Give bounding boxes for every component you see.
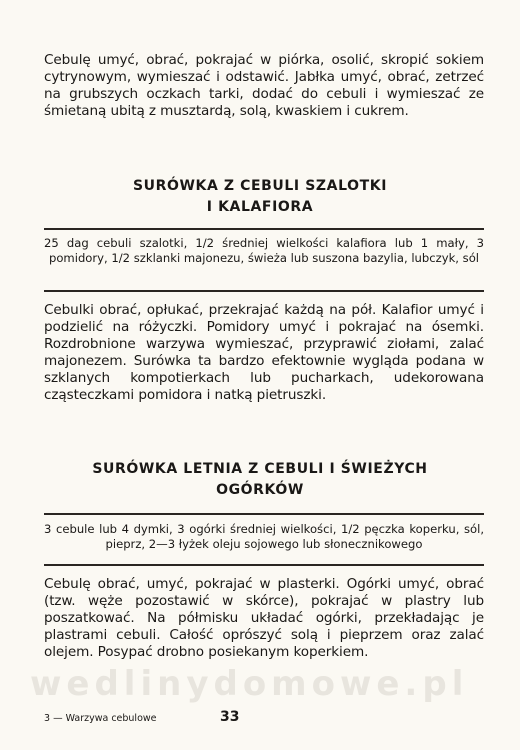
recipe1-ingredients: 25 dag cebuli szalotki, 1/2 średniej wielkości kalafiora lub 1 mały, 3 pomidory, 1/2 szklanki majonezu, świeża lub suszona bazylia, lubczyk, sól <box>44 236 484 265</box>
recipe2-instructions: Cebulę obrać, umyć, pokrajać w plasterki. Ogórki umyć, obrać (tzw. węże pozostawić w skórce), pokrajać w plastry lub poszatkować. Na półmisku układać ogórki, przekładając je plastrami cebuli. Całość oprószyć solą i pieprzem oraz zalać olejem. Posypać drobno posiekanym koperkiem. <box>44 576 484 660</box>
watermark: wedlinydomowe.pl <box>30 664 469 704</box>
divider-rule <box>44 513 484 515</box>
intro-paragraph: Cebulę umyć, obrać, pokrajać w piórka, osolić, skropić sokiem cytrynowym, wymieszać i odstawić. Jabłka umyć, obrać, zetrzeć na grubszych oczkach tarki, dodać do cebuli i wymieszać ze śmietaną ubitą z musztardą, solą, kwaskiem i cukrem. <box>44 52 484 119</box>
recipe2-ingredients: 3 cebule lub 4 dymki, 3 ogórki średniej wielkości, 1/2 pęczka koperku, sól, pieprz, 2—3 łyżek oleju sojowego lub słonecznikowego <box>44 522 484 551</box>
footer-section-label: 3 — Warzywa cebulowe <box>44 713 157 724</box>
page-number: 33 <box>220 709 240 725</box>
recipe2-title-line2: OGÓRKÓW <box>216 482 304 498</box>
divider-rule <box>44 290 484 292</box>
recipe1-title-line2: I KALAFIORA <box>206 199 314 215</box>
recipe2-title <box>60 459 460 501</box>
divider-rule <box>44 564 484 566</box>
recipe2-title-line1: SURÓWKA LETNIA Z CEBULI I ŚWIEŻYCH <box>92 461 428 477</box>
recipe1-title-line1: SURÓWKA Z CEBULI SZALOTKI <box>132 178 388 194</box>
recipe1-instructions: Cebulki obrać, opłukać, przekrajać każdą na pół. Kalafior umyć i podzielić na różyczki. Pomidory umyć i pokrajać na ósemki. Rozdrobnione warzywa wymieszać, przyprawić ziołami, zalać majonezem. Surówka ta bardzo efektownie wygląda podana w szklanych kompotierkach lub pucharkach, udekorowana cząsteczkami pomidora i natką pietruszki. <box>44 302 484 403</box>
divider-rule <box>44 228 484 230</box>
recipe1-title <box>60 176 460 218</box>
